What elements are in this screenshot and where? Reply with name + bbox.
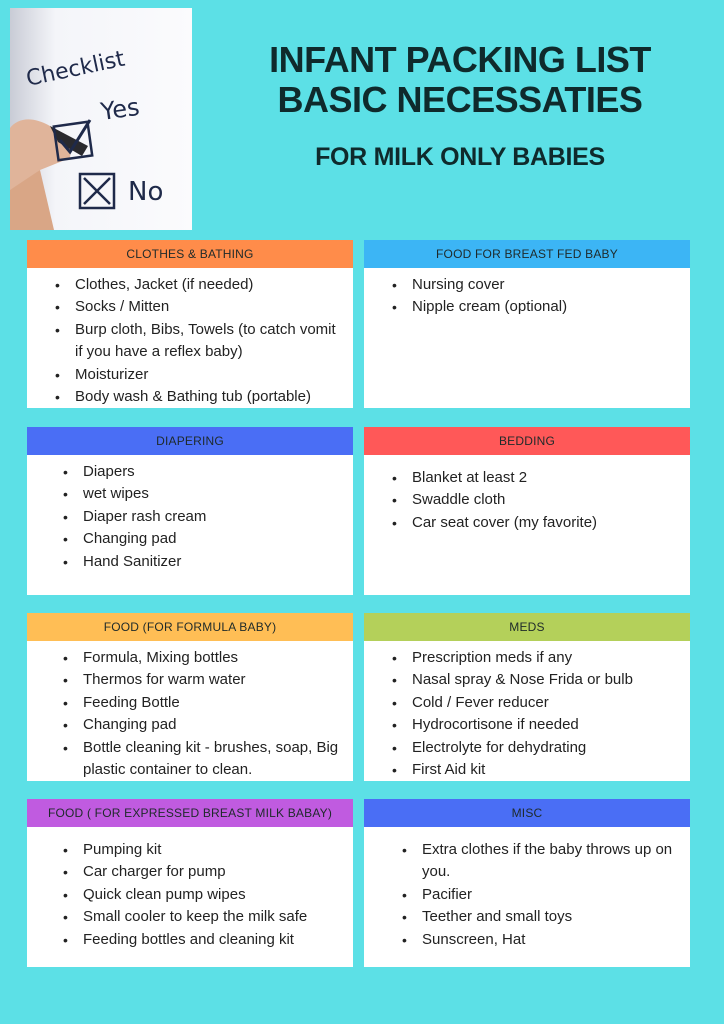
item-list <box>390 274 678 319</box>
list-item: • Bottle cleaning kit - brushes, soap, Big plastic container to clean. <box>61 737 341 782</box>
card-header: BEDDING <box>364 427 690 455</box>
photo-heading: Checklist <box>24 46 128 92</box>
item-list <box>61 647 341 781</box>
list-item: • Feeding Bottle <box>61 692 341 714</box>
page-title-line1: INFANT PACKING LIST <box>269 39 651 80</box>
list-item: • Sunscreen, Hat <box>400 929 678 951</box>
item-list <box>61 461 341 573</box>
card-header: FOOD ( FOR EXPRESSED BREAST MILK BABAY) <box>27 799 353 827</box>
list-item: • Swaddle cloth <box>390 489 678 511</box>
card-bedding <box>364 427 690 595</box>
card-body <box>364 455 690 542</box>
list-item: • Feeding bottles and cleaning kit <box>61 929 341 951</box>
list-item: • Diapers <box>61 461 341 483</box>
page-subtitle: FOR MILK ONLY BABIES <box>315 143 605 171</box>
title-block <box>210 40 710 172</box>
card-header: DIAPERING <box>27 427 353 455</box>
list-item: • Diaper rash cream <box>61 506 341 528</box>
list-item: • Teether and small toys <box>400 906 678 928</box>
list-item: • Car seat cover (my favorite) <box>390 512 678 534</box>
list-item: • Changing pad <box>61 714 341 736</box>
list-item: • Quick clean pump wipes <box>61 884 341 906</box>
list-item: • Thermos for warm water <box>61 669 341 691</box>
list-item: • Formula, Mixing bottles <box>61 647 341 669</box>
list-item: • Clothes, Jacket (if needed) <box>53 274 341 296</box>
list-item: • Nipple cream (optional) <box>390 296 678 318</box>
card-body <box>27 268 353 416</box>
card-formula <box>27 613 353 781</box>
card-header: FOOD (FOR FORMULA BABY) <box>27 613 353 641</box>
card-clothes-bathing <box>27 240 353 408</box>
list-item: • First Aid kit <box>390 759 678 781</box>
photo-no-label: No <box>128 177 164 207</box>
list-item: • wet wipes <box>61 483 341 505</box>
list-item: • Hydrocortisone if needed <box>390 714 678 736</box>
card-body <box>27 827 353 959</box>
list-item: • Socks / Mitten <box>53 296 341 318</box>
card-misc <box>364 799 690 967</box>
checklist-photo <box>10 8 192 230</box>
list-item: • Nasal spray & Nose Frida or bulb <box>390 669 678 691</box>
card-header: MISC <box>364 799 690 827</box>
card-expressed-milk <box>27 799 353 967</box>
list-item: • Moisturizer <box>53 364 341 386</box>
photo-yes-label: Yes <box>98 92 142 126</box>
card-body <box>27 455 353 581</box>
list-item: • Prescription meds if any <box>390 647 678 669</box>
page-title-line2: BASIC NECESSATIES <box>277 79 643 120</box>
list-item: • Cold / Fever reducer <box>390 692 678 714</box>
list-item: • Hand Sanitizer <box>61 551 341 573</box>
card-body <box>364 827 690 959</box>
list-item: • Small cooler to keep the milk safe <box>61 906 341 928</box>
item-list <box>390 647 678 781</box>
card-header: CLOTHES & BATHING <box>27 240 353 268</box>
item-list <box>53 274 341 408</box>
card-body <box>364 641 690 789</box>
card-header: FOOD FOR BREAST FED BABY <box>364 240 690 268</box>
card-breast-fed <box>364 240 690 408</box>
list-item: • Electrolyte for dehydrating <box>390 737 678 759</box>
list-item: • Blanket at least 2 <box>390 467 678 489</box>
list-item: • Changing pad <box>61 528 341 550</box>
list-item: • Nursing cover <box>390 274 678 296</box>
list-item: • Extra clothes if the baby throws up on you. <box>400 839 678 884</box>
list-item: • Body wash & Bathing tub (portable) <box>53 386 341 408</box>
card-body <box>364 268 690 327</box>
card-body <box>27 641 353 789</box>
card-diapering <box>27 427 353 595</box>
item-list <box>400 839 678 951</box>
list-item: • Burp cloth, Bibs, Towels (to catch vomit if you have a reflex baby) <box>53 319 341 364</box>
card-meds <box>364 613 690 781</box>
list-item: • Pacifier <box>400 884 678 906</box>
card-header: MEDS <box>364 613 690 641</box>
list-item: • Pumping kit <box>61 839 341 861</box>
item-list <box>61 839 341 951</box>
list-item: • Car charger for pump <box>61 861 341 883</box>
item-list <box>390 467 678 534</box>
